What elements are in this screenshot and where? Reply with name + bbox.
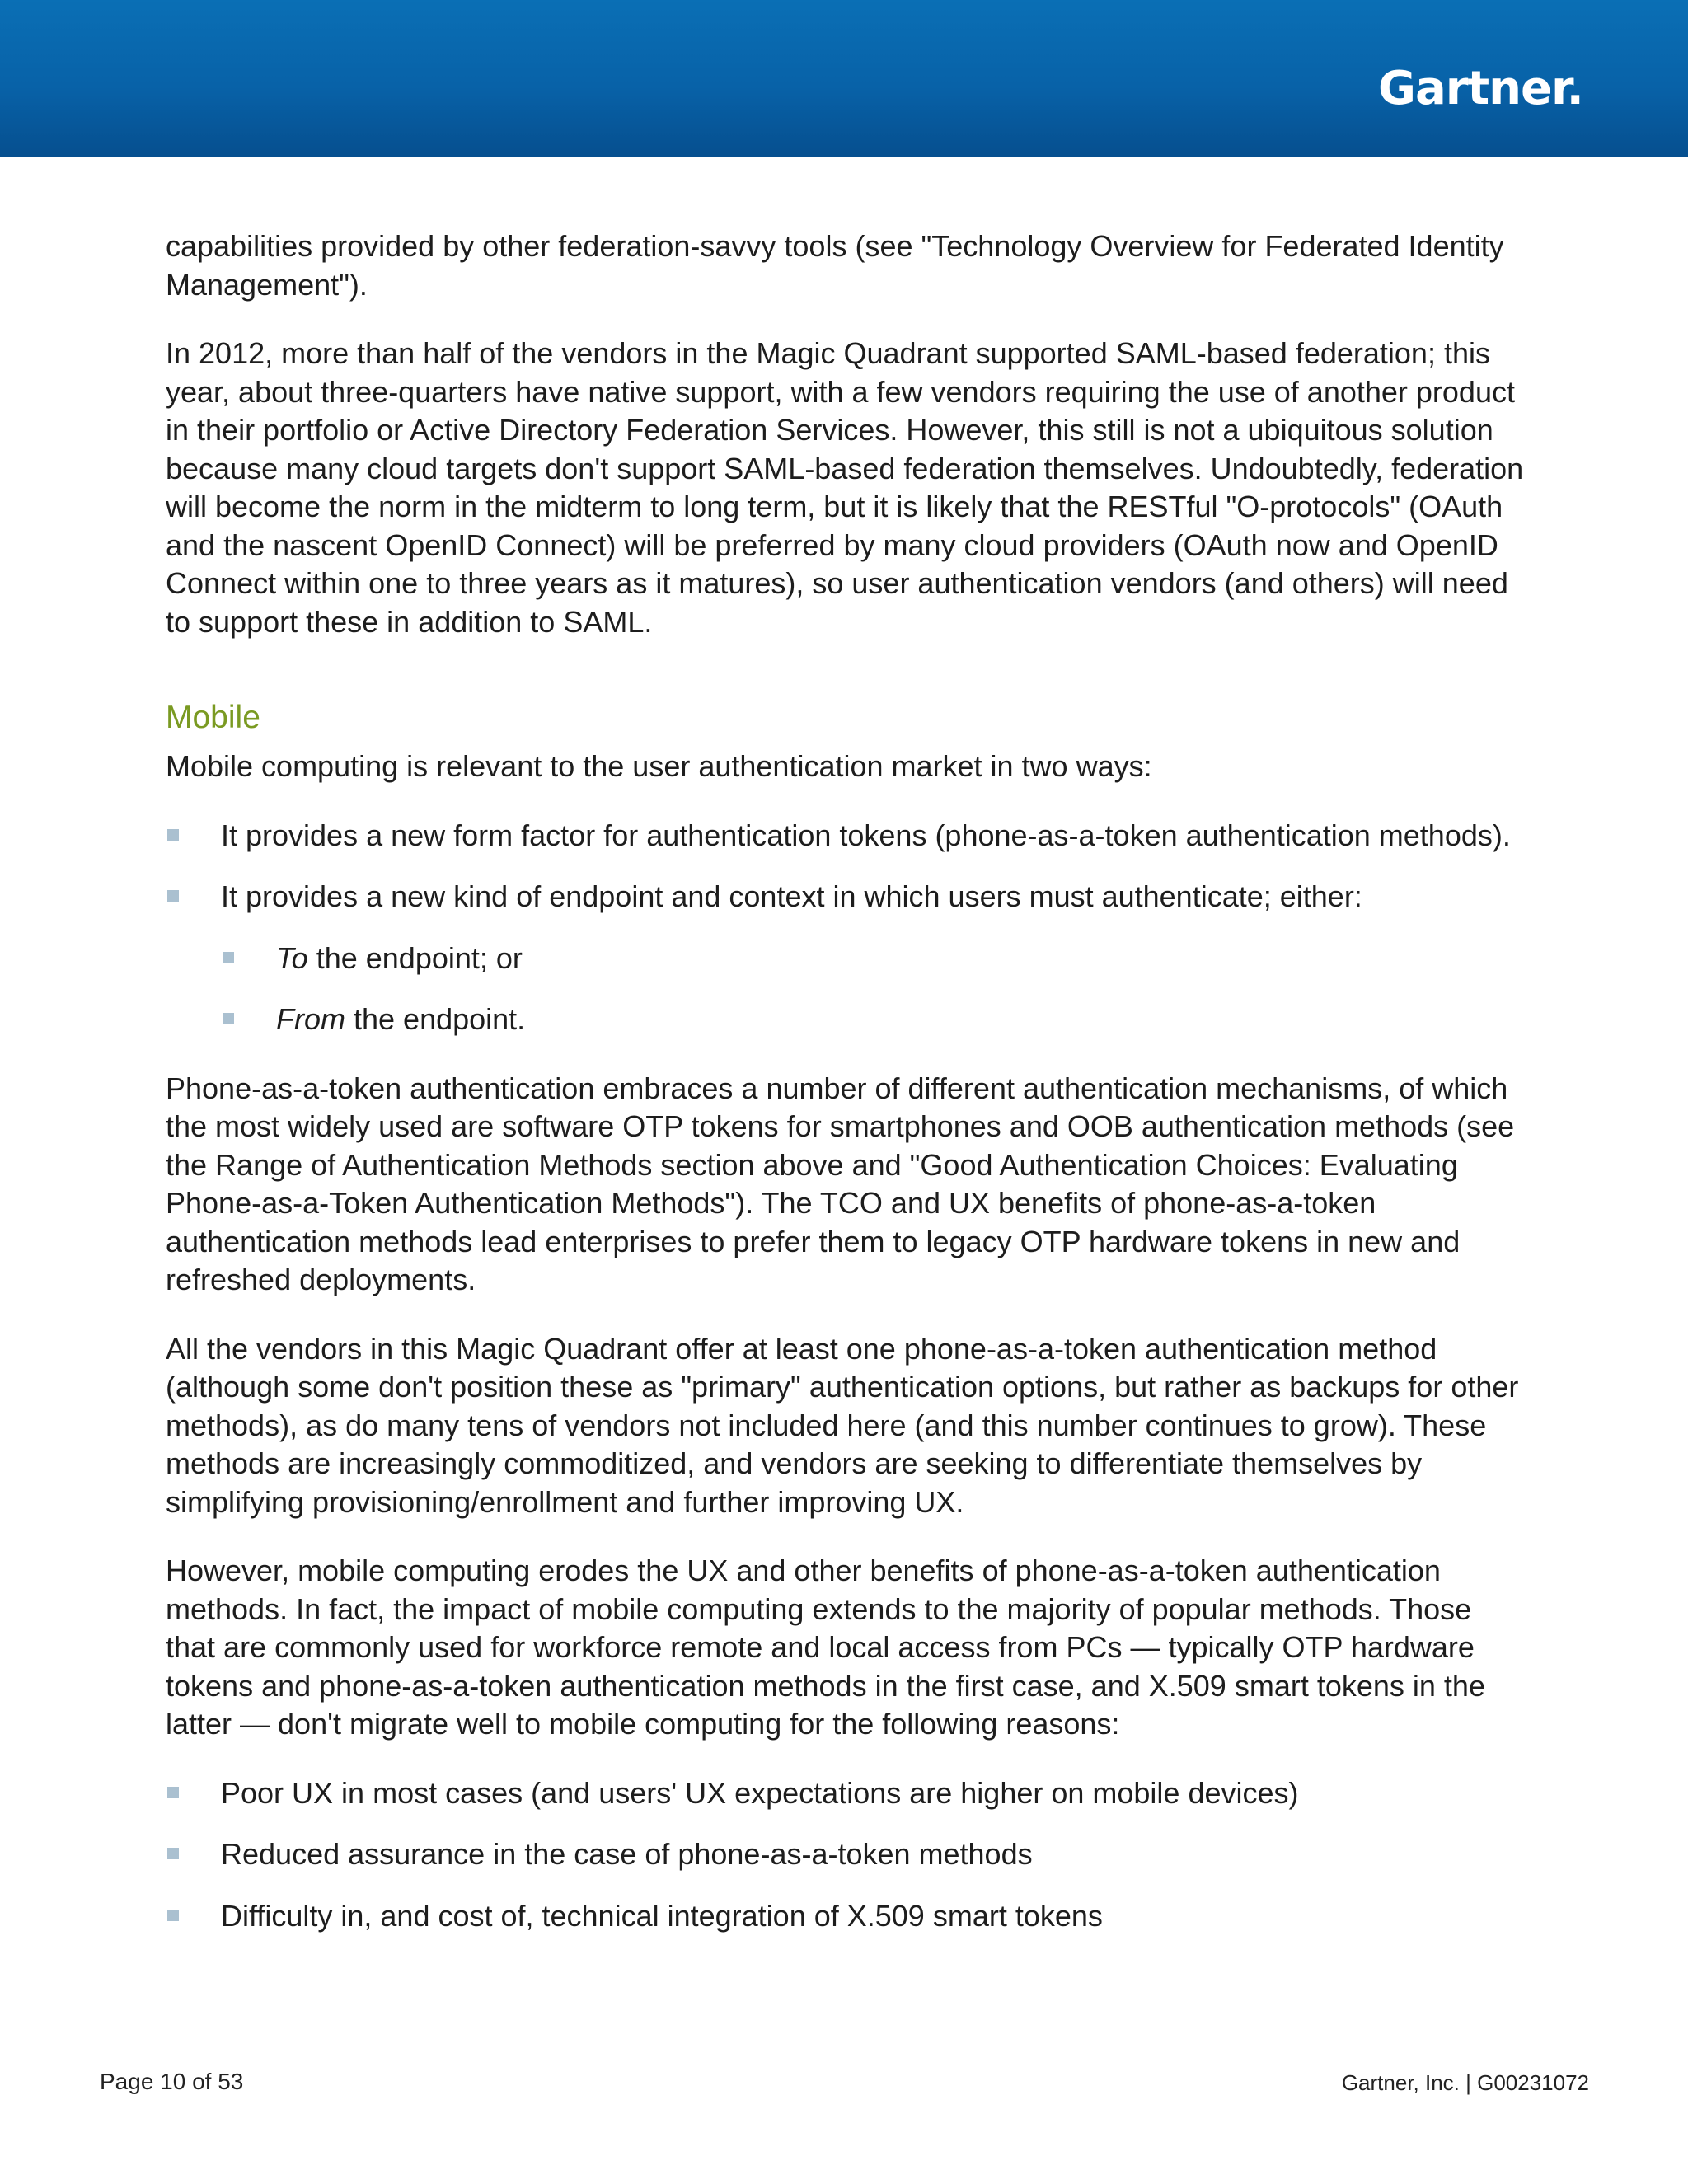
paragraph: All the vendors in this Magic Quadrant offer at least one phone-as-a-token authentication method (although some don't position these as "primary" authentication options, but rather as backups for other methods), as do many tens of vendors not included here (and this number continues to grow). These methods are increasingly commoditized, and vendors are seeking to differentiate themselves by simplifying provisioning/enrollment and further improving UX.	[166, 1331, 1519, 1519]
sub-list-item	[221, 1001, 1526, 1039]
document-body	[166, 227, 1526, 1966]
paragraph: In 2012, more than half of the vendors in the Magic Quadrant supported SAML-based federation; this year, about three-quarters have native support, with a few vendors requiring the use of another product in their portfolio or Active Directory Federation Services. However, this still is not a ubiquitous solution because many cloud targets don't support SAML-based federation themselves. Undoubtedly, federation will become the norm in the midterm to long term, but it is likely that the RESTful "O-protocols" (OAuth and the nascent OpenID Connect) will be preferred by many cloud providers (OAuth now and OpenID Connect within one to three years as it matures), so user authentication vendors (and others) will need to support these in addition to SAML.	[166, 336, 1524, 639]
paragraph: Mobile computing is relevant to the user authentication market in two ways:	[166, 749, 1152, 783]
square-bullet-icon	[167, 1787, 179, 1798]
header-bar	[0, 0, 1688, 157]
square-bullet-icon	[223, 1013, 234, 1024]
emphasis-text: From	[276, 1002, 345, 1036]
square-bullet-icon	[167, 1910, 179, 1921]
list-item-text: Poor UX in most cases (and users' UX expectations are higher on mobile devices)	[221, 1775, 1299, 1810]
document-id: Gartner, Inc. | G00231072	[1341, 2070, 1589, 2095]
square-bullet-icon	[167, 890, 179, 902]
sub-list-item	[221, 940, 1526, 978]
bullet-list	[166, 817, 1526, 1039]
list-item	[166, 817, 1526, 855]
paragraph: However, mobile computing erodes the UX and other benefits of phone-as-a-token authentication methods. In fact, the impact of mobile computing extends to the majority of popular methods. Those that are commonly used for workforce remote and local access from PCs — typically OTP hardware tokens and phone-as-a-token authentication methods in the first case, and X.509 smart tokens in the latter — don't migrate well to mobile computing for the following reasons:	[166, 1554, 1485, 1741]
gartner-logo: Gartner.	[1378, 62, 1583, 115]
list-item-text: It provides a new form factor for authentication tokens (phone-as-a-token authentication methods).	[221, 818, 1511, 852]
page-number: Page 10 of 53	[100, 2069, 244, 2094]
paragraph: capabilities provided by other federation-savvy tools (see "Technology Overview for Federated Identity Management").	[166, 229, 1504, 302]
emphasis-text: To	[276, 940, 308, 975]
list-item	[166, 878, 1526, 1039]
square-bullet-icon	[223, 952, 234, 963]
list-item	[166, 1897, 1526, 1936]
list-item-text: It provides a new kind of endpoint and context in which users must authenticate; either:	[221, 879, 1362, 913]
list-item	[166, 1774, 1526, 1813]
section-heading-mobile: Mobile	[166, 700, 260, 735]
list-item-text: the endpoint; or	[307, 940, 523, 975]
bullet-list	[166, 1774, 1526, 1936]
square-bullet-icon	[167, 1848, 179, 1859]
sub-bullet-list	[221, 940, 1526, 1039]
paragraph: Phone-as-a-token authentication embraces a number of different authentication mechanisms, of which the most widely used are software OTP tokens for smartphones and OOB authentication methods (see the Range of Authentication Methods section above and "Good Authentication Choices: Evaluating Phone-as-a-Token Authentication Methods"). The TCO and UX benefits of phone-as-a-token authentication methods lead enterprises to prefer them to legacy OTP hardware tokens in new and refreshed deployments.	[166, 1071, 1515, 1296]
list-item-text: Reduced assurance in the case of phone-as-a-token methods	[221, 1837, 1033, 1871]
square-bullet-icon	[167, 829, 179, 841]
list-item-text: Difficulty in, and cost of, technical integration of X.509 smart tokens	[221, 1898, 1103, 1933]
list-item-text: the endpoint.	[345, 1002, 526, 1036]
list-item	[166, 1835, 1526, 1874]
